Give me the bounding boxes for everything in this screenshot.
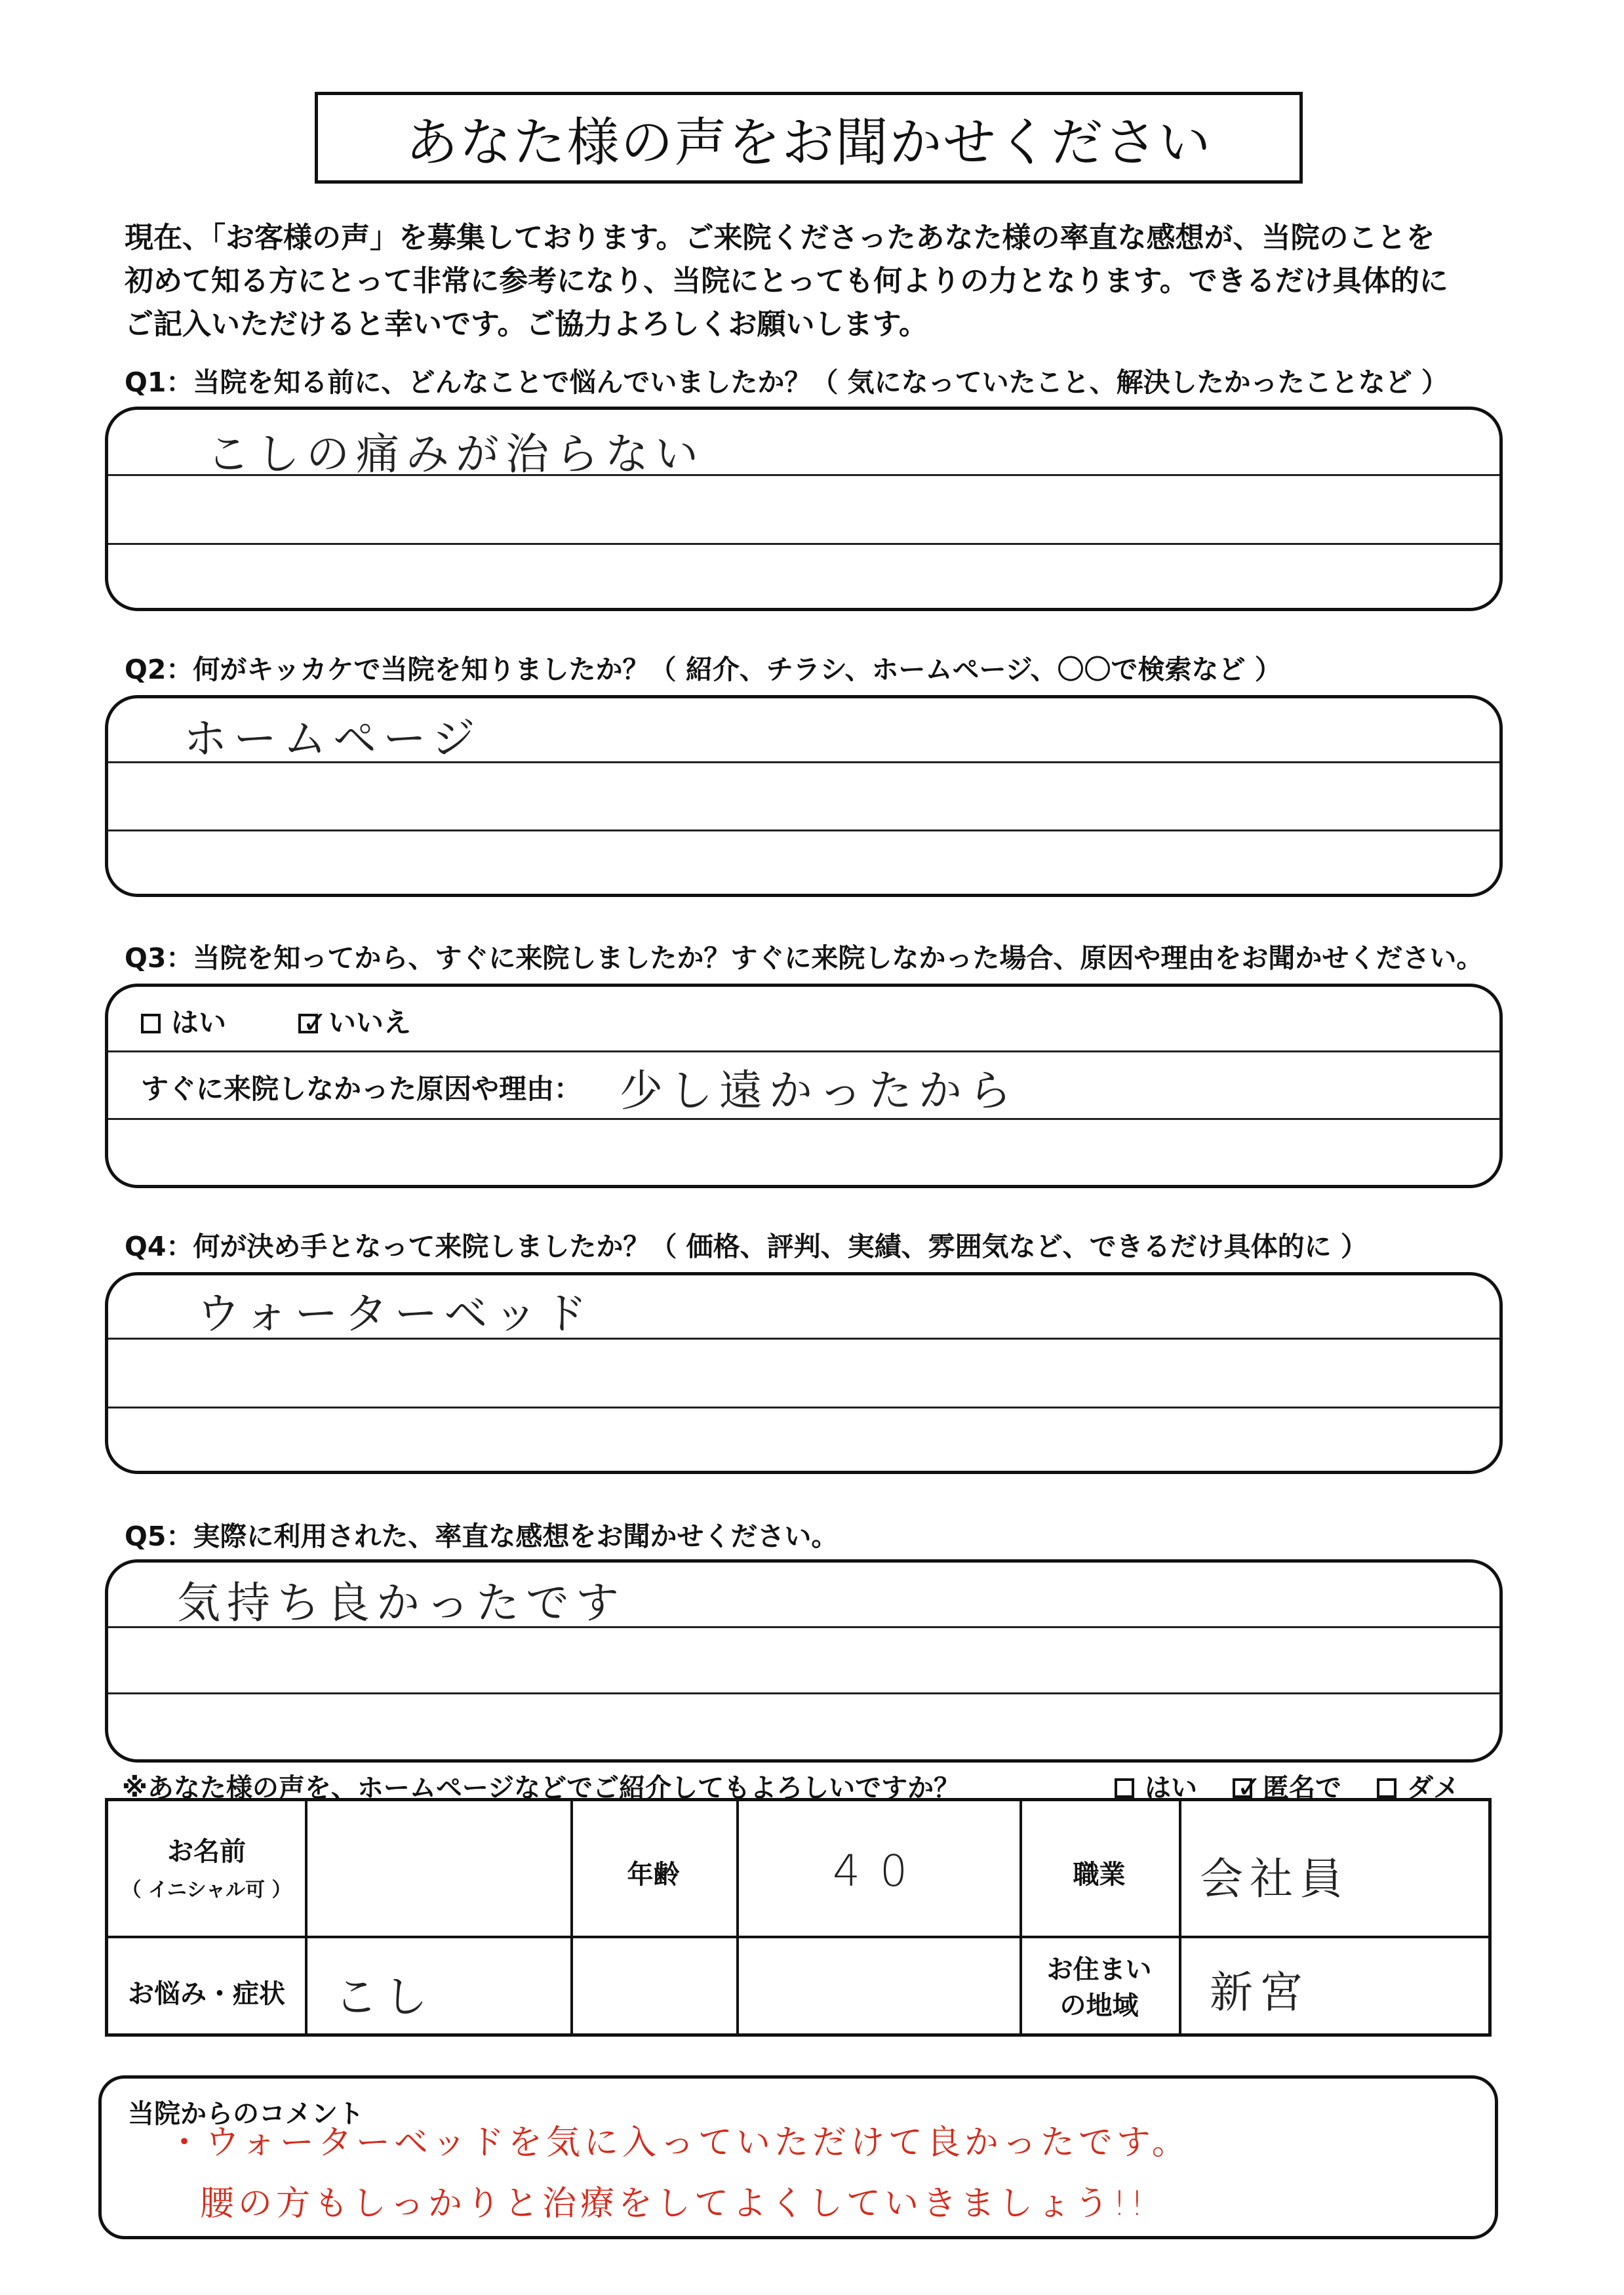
consent-yes-label: はい <box>1145 1773 1197 1803</box>
page-title-text: あなた様の声をお聞かせください <box>405 111 1212 173</box>
symptom-value[interactable]: こし <box>334 1972 434 2022</box>
consent-label: ※あなた様の声を、ホームページなどでご紹介してもよろしいですか？ <box>122 1773 961 1803</box>
table-col-divider <box>1179 1801 1181 2033</box>
consent-anonymous-label: 匿名で <box>1263 1773 1341 1803</box>
checkbox-yes[interactable] <box>141 1014 161 1033</box>
question-1-label: Q1：当院を知る前に、どんなことで悩んでいましたか？（ 気になっていたこと、解決したかったことなど ） <box>125 367 1448 398</box>
check-mark-icon: ✓ <box>302 1005 328 1040</box>
question-4-answer-box[interactable] <box>105 1272 1503 1474</box>
answer-line <box>108 1407 1499 1408</box>
comment-line-2: 腰の方もしっかりと治療をしてよくしていきましょう!! <box>200 2184 1148 2224</box>
table-col-divider <box>570 1801 573 2033</box>
question-5-answer: 気持ち良かったです <box>177 1578 625 1628</box>
check-mark-icon: ✓ <box>1237 1769 1262 1805</box>
job-label: 職業 <box>1073 1860 1126 1890</box>
comment-label: 当院からのコメント <box>128 2099 364 2129</box>
info-table <box>105 1798 1492 2037</box>
intro-line: 初めて知る方にとって非常に参考になり、当院にとっても何よりの力となります。できるだけ具体的に <box>125 264 1448 298</box>
question-5-answer-box[interactable] <box>105 1559 1503 1763</box>
area-value[interactable]: 新宮 <box>1210 1967 1309 2018</box>
consent-checkbox-yes[interactable] <box>1115 1778 1134 1798</box>
question-4-answer: ウォーターベッド <box>197 1288 594 1339</box>
question-5-label: Q5：実際に利用された、率直な感想をお聞かせください。 <box>125 1521 839 1552</box>
question-1-answer-box[interactable] <box>105 407 1503 611</box>
intro-text <box>125 216 1508 346</box>
table-row-divider <box>108 1936 1488 1938</box>
q3-option-no-label: いいえ <box>328 1007 412 1039</box>
question-2-answer-box[interactable] <box>105 695 1503 897</box>
symptom-label: お悩み・症状 <box>128 1979 285 2009</box>
answer-line <box>108 1118 1499 1120</box>
area-label-line1: お住まい <box>1046 1955 1152 1985</box>
answer-line <box>108 1692 1499 1694</box>
page-title <box>315 92 1303 184</box>
age-label: 年齢 <box>627 1860 680 1890</box>
consent-no-label: ダメ <box>1407 1773 1459 1803</box>
question-2-label: Q2：何がキッカケで当院を知りましたか？（ 紹介、チラシ、ホームページ、〇〇で検索など ） <box>125 654 1282 685</box>
question-3-answer-box[interactable] <box>105 984 1503 1188</box>
table-col-divider <box>305 1801 307 2033</box>
age-value[interactable]: 40 <box>833 1846 927 1896</box>
consent-checkbox-anonymous-checked[interactable] <box>1233 1769 1262 1805</box>
answer-line <box>108 829 1499 831</box>
answer-line <box>108 543 1499 545</box>
question-2-answer: ホームページ <box>184 713 482 764</box>
name-label: お名前 <box>167 1837 246 1867</box>
answer-line <box>108 1050 1499 1052</box>
question-4-label: Q4：何が決め手となって来院しましたか？（ 価格、評判、実績、雰囲気など、できるだけ具体的に ） <box>125 1231 1368 1262</box>
table-col-divider <box>736 1801 739 2033</box>
clinic-comment-box <box>98 2075 1498 2239</box>
checkbox-no-checked[interactable] <box>298 1005 328 1040</box>
intro-line: ご記入いただけると幸いです。ご協力よろしくお願いします。 <box>125 308 928 341</box>
area-label-line2: の地域 <box>1060 1991 1139 2021</box>
job-value[interactable]: 会社員 <box>1200 1854 1349 1904</box>
q3-reason-answer: 少し遠かったから <box>620 1066 1018 1116</box>
q3-option-yes[interactable] <box>141 1001 226 1041</box>
q3-reason-label: すぐに来院しなかった原因や理由： <box>141 1073 582 1105</box>
consent-checkbox-no[interactable] <box>1377 1778 1396 1798</box>
question-3-label: Q3：当院を知ってから、すぐに来院しましたか？すぐに来院しなかった場合、原因や理由をお聞かせください。 <box>125 942 1484 974</box>
comment-line-1: ・ウォーターベッドを気に入っていただけて良かったです。 <box>167 2123 1190 2163</box>
intro-line: 現在、「お客様の声」を募集しております。ご来院くださったあなた様の率直な感想が、当院のことを <box>125 221 1435 254</box>
question-1-answer: こしの痛みが治らない <box>207 429 705 479</box>
q3-option-yes-label: はい <box>171 1007 227 1039</box>
name-sublabel: （ イニシャル可 ） <box>121 1879 292 1902</box>
q3-option-no[interactable] <box>298 1001 411 1041</box>
